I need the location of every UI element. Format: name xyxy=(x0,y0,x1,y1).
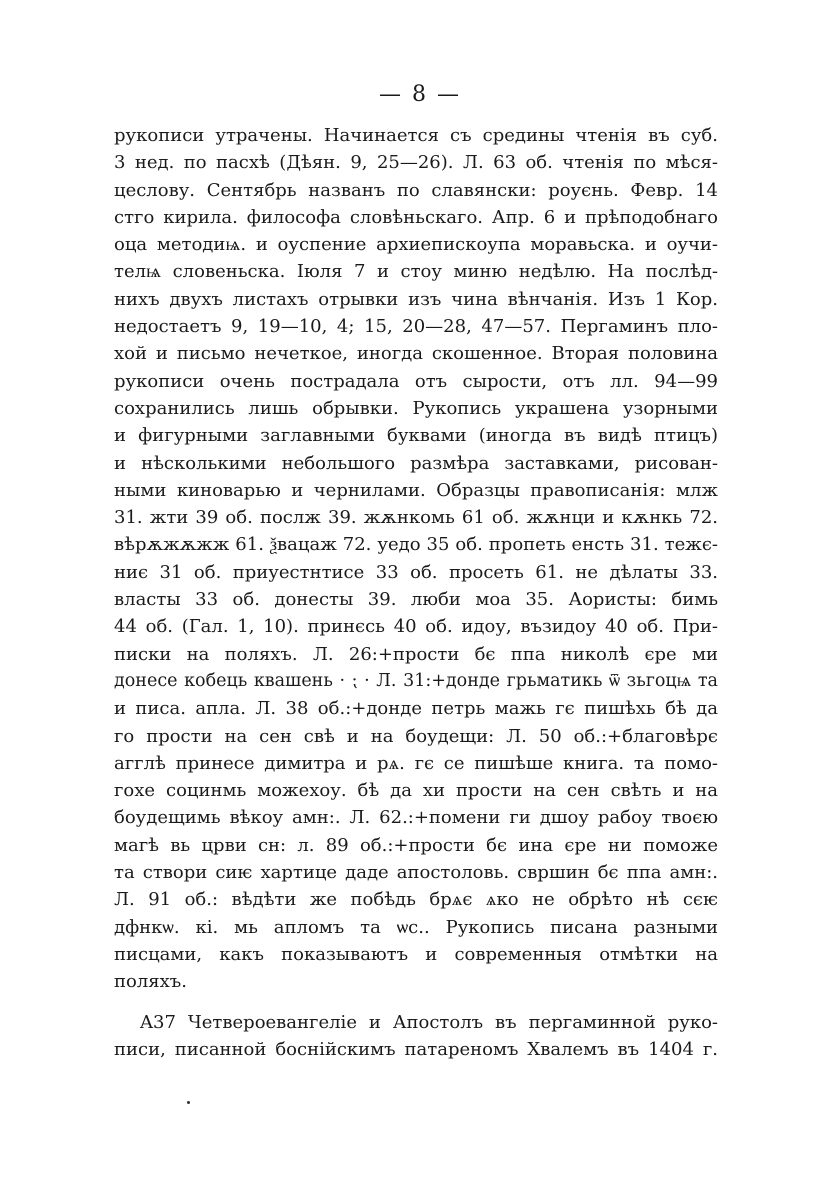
text-line: 3 нед. по пасхѣ (Дѣян. 9, 25—26). Л. 63 об. чтенія по мѣся- xyxy=(114,152,718,174)
text-line: и фигурными заглавными буквами (иногда въ видѣ птицъ) xyxy=(114,425,718,447)
text-line: писи, писанной боснійскимъ патареномъ Хвалемъ въ 1404 г. xyxy=(114,1038,718,1060)
text-line: 44 об. (Гал. 1, 10). принєсь 40 об. идоу, възидоу 40 об. При- xyxy=(114,616,718,638)
text-line: поляхъ. xyxy=(114,971,187,993)
text-line: вѣрѫжѫжж 61. ѯвацаж 72. уедо 35 об. пропеть енсть 31. тежє- xyxy=(114,534,718,556)
text-line: дфнкѡ. кі. мь апломъ та ѡс.. Рукопись писана разными xyxy=(114,916,718,938)
text-line: власты 33 об. донесты 39. люби моа 35. Аористы: бимь xyxy=(114,589,718,611)
text-line: рукописи очень пострадала отъ сырости, отъ лл. 94—99 xyxy=(114,370,718,392)
text-line: цеслову. Сентябрь названъ по славянски: роуєнь. Февр. 14 xyxy=(114,179,718,201)
text-line: и нѣсколькими небольшого размѣра заставками, рисован- xyxy=(114,452,718,474)
text-line: магѣ вь црви сн: л. 89 об.:+прости бє ина єре ни поможе xyxy=(114,834,718,856)
body-text xyxy=(114,122,718,1063)
text-line: писцами, какъ показываютъ и современныя отмѣтки на xyxy=(114,943,718,965)
text-line: донесе кобець квашень · ⁏ · Л. 31:+донде грьматикь ѿ зьгоцѩ та xyxy=(114,670,718,691)
text-line: хой и письмо нечеткое, иногда скошенное. Вторая половина xyxy=(114,343,718,365)
page-number: — 8 — xyxy=(379,82,461,107)
text-line: A37 Четвероевангеліе и Апостолъ въ пергаминной руко- xyxy=(140,1011,718,1033)
text-line: оца методиѩ. и оуспение архиепискоупа моравьска. и оучи- xyxy=(114,234,718,256)
text-line: рукописи утрачены. Начинается съ средины чтенія въ суб. xyxy=(114,125,718,146)
text-line: 31. жти 39 об. послж 39. жѫнкомь 61 об. жѫнци и кѫнкь 72. xyxy=(114,507,718,529)
text-line: боудещимь вѣкоу амн:. Л. 62.:+помени ги дшоу рабоу твоєю xyxy=(114,807,718,829)
text-line: агглѣ принесе димитра и рѧ. гє се пишѣше книга. та помо- xyxy=(114,752,718,774)
text-line: сохранились лишь обрывки. Рукопись украшена узорными xyxy=(114,397,718,419)
ink-speck xyxy=(187,1101,190,1104)
text-line: телѩ словеньска. Іюля 7 и стоу миню недѣлю. На послѣд- xyxy=(114,261,718,283)
paragraph-gap xyxy=(114,996,718,1009)
text-line: та створи сиѥ хартице даде апостоловь. свршин бє ппа амн:. xyxy=(114,862,718,884)
text-line: нихъ двухъ листахъ отрывки изъ чина вѣнчанія. Изъ 1 Кор. xyxy=(114,288,718,310)
text-line: гохе социнмь можехоу. бѣ да хи прости на сен свѣть и на xyxy=(114,780,718,802)
text-line: ниє 31 об. приуестнтисе 33 об. просеть 61. не дѣлаты 33. xyxy=(114,561,718,583)
paragraph-1 xyxy=(114,122,718,996)
text-line: Л. 91 об.: вѣдѣти же побѣдь брѧє ѧко не обрѣто нѣ сєѥ xyxy=(114,889,718,911)
paragraph-2 xyxy=(114,1009,718,1064)
text-line: стго кирила. философа словѣньскаго. Апр. 6 и прѣподобнаго xyxy=(114,206,718,228)
text-line: ными киноварью и чернилами. Образцы правописанія: млж xyxy=(114,479,718,501)
text-line: недостаетъ 9, 19—10, 4; 15, 20—28, 47—57. Пергаминъ пло- xyxy=(114,316,718,338)
text-line: и писа. апла. Л. 38 об.:+донде петрь мажь гє пишѣхь бѣ да xyxy=(114,698,718,720)
text-line: писки на поляхъ. Л. 26:+прости бє ппа николѣ єре ми xyxy=(114,643,718,665)
text-line: го прости на сен свѣ и на боудещи: Л. 50 об.:+благовѣрє xyxy=(114,725,718,747)
